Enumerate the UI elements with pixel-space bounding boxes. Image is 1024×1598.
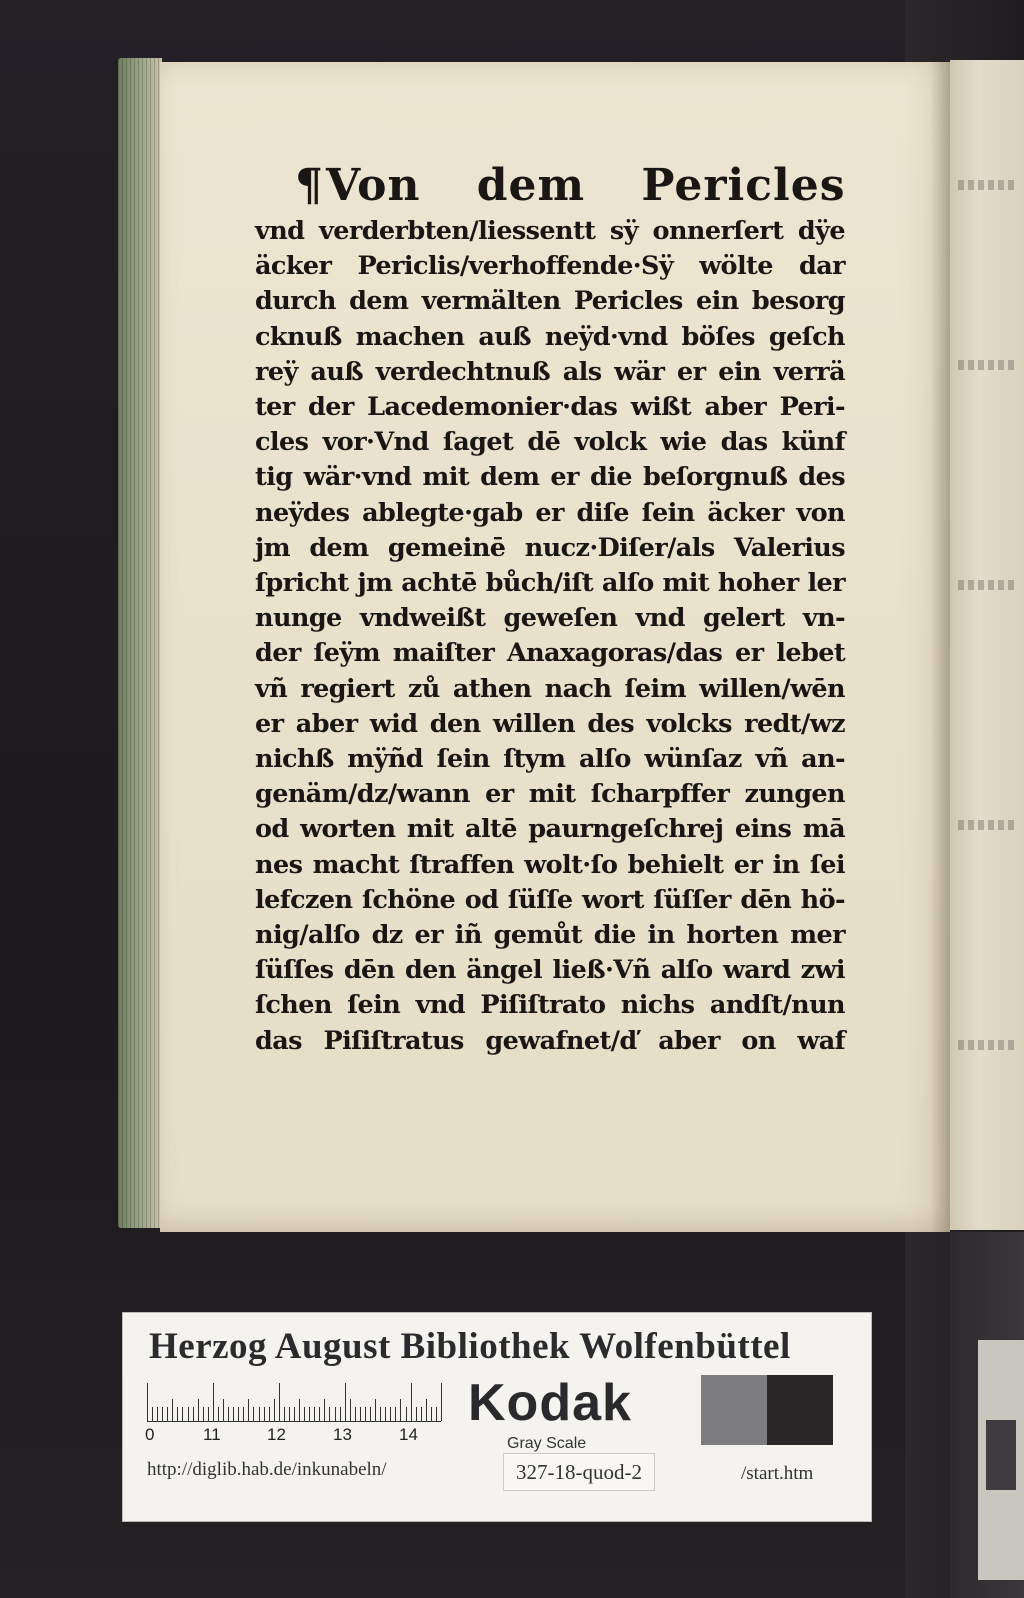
gray-patch-mid	[701, 1375, 767, 1445]
text-line: cles vor·Vnd ſaget dē volck wie das künf	[255, 427, 845, 458]
heading-word-von: Von	[326, 160, 421, 211]
ruler-tick	[360, 1407, 361, 1421]
ruler-tick	[213, 1383, 214, 1421]
ruler-tick	[340, 1407, 341, 1421]
ruler-tick	[198, 1399, 199, 1421]
text-line: cknuß machen auß neÿd·vnd böſes geſch	[255, 321, 845, 352]
ruler-tick	[238, 1407, 239, 1421]
text-line: ter der Lacedemonier·das wißt aber Peri-	[255, 392, 845, 423]
ruler-tick	[350, 1399, 351, 1421]
ruler-label: 11	[203, 1425, 221, 1444]
ruler-tick	[243, 1407, 244, 1421]
ruler-tick	[441, 1383, 442, 1421]
text-line: ſpricht jm achtē bůch/iſt alſo mit hoher ler	[255, 568, 845, 599]
ruler-tick	[264, 1407, 265, 1421]
text-line: ſchen ſein vnd Piſiſtrato nichs andſt/nun	[255, 990, 845, 1021]
text-line: durch dem vermälten Pericles ein besorg	[255, 286, 845, 317]
ruler-tick	[218, 1407, 219, 1421]
text-line: nunge vndweißt geweſen vnd gelert vn-	[255, 603, 845, 634]
text-line: vnd verderbten/liessentt sÿ onnerſert dÿe	[255, 216, 845, 246]
ruler-tick	[436, 1407, 437, 1421]
ruler-tick	[400, 1399, 401, 1421]
ruler-tick	[395, 1407, 396, 1421]
heading-word-pericles: Pericles	[641, 160, 846, 211]
ruler-tick	[157, 1407, 158, 1421]
kodak-logo: Kodak	[468, 1374, 632, 1432]
ruler-tick	[284, 1407, 285, 1421]
ruler-tick	[182, 1407, 183, 1421]
page-gutter-shadow	[930, 62, 950, 1232]
ruler-tick	[223, 1399, 224, 1421]
ruler-tick	[274, 1399, 275, 1421]
page-text	[255, 162, 845, 1059]
ruler-tick	[162, 1407, 163, 1421]
ruler-tick	[147, 1383, 148, 1421]
ruler-tick	[375, 1399, 376, 1421]
page-stack-edge	[118, 58, 162, 1228]
text-line: lefczen ſchöne od ſüſſe wort ſüſſer dēn hö-	[255, 884, 845, 915]
text-line: reÿ auß verdechtnuß als wär er ein verrä	[255, 356, 845, 387]
ruler-tick	[253, 1407, 254, 1421]
calibration-card	[122, 1312, 872, 1522]
ruler-tick	[294, 1407, 295, 1421]
ruler-tick	[355, 1407, 356, 1421]
text-line: ſüſſes dēn den ängel ließ·Vñ alſo ward zwi	[255, 955, 845, 986]
text-line: er aber wid den willen des volcks redt/wz	[255, 708, 845, 739]
pilcrow-mark: ¶	[295, 160, 324, 211]
ruler-tick	[314, 1407, 315, 1421]
ruler-tick	[406, 1407, 407, 1421]
library-title: Herzog August Bibliothek Wolfenbüttel	[149, 1326, 791, 1367]
facing-calibration-card	[978, 1340, 1024, 1580]
ruler-scale	[147, 1383, 441, 1422]
ruler-tick	[431, 1407, 432, 1421]
facing-page	[950, 60, 1024, 1230]
gray-scale-label: Gray Scale	[507, 1435, 587, 1452]
ruler-tick	[203, 1407, 204, 1421]
ruler-tick	[335, 1407, 336, 1421]
ruler-tick	[172, 1399, 173, 1421]
ruler-tick	[345, 1383, 346, 1421]
text-line: nes macht ſtraffen wolt·ſo behielt er in ſei	[255, 849, 845, 880]
ruler-tick	[370, 1407, 371, 1421]
ruler-tick	[167, 1407, 168, 1421]
url-suffix: /start.htm	[741, 1463, 814, 1484]
text-line: jm dem gemeinē nucz·Diſer/als Valerius	[255, 532, 845, 563]
text-line: vñ regiert zů athen nach ſeim willen/wēn	[255, 673, 845, 704]
ruler-tick	[319, 1407, 320, 1421]
heading-word-dem: dem	[476, 160, 586, 211]
ruler-tick	[411, 1383, 412, 1421]
text-line: nig/alſo dz er iñ gemůt die in horten mer	[255, 920, 845, 951]
ruler-tick	[269, 1407, 270, 1421]
ruler-tick	[416, 1407, 417, 1421]
ruler-tick	[208, 1407, 209, 1421]
book-page	[160, 62, 950, 1232]
ruler-tick	[188, 1407, 189, 1421]
digital-library-url[interactable]: http://diglib.hab.de/inkunabeln/	[147, 1459, 387, 1480]
ruler-tick	[309, 1407, 310, 1421]
ruler	[145, 1383, 441, 1444]
shelfmark-label: 327-18-quod-2	[503, 1453, 655, 1491]
ruler-tick	[177, 1407, 178, 1421]
ruler-tick	[380, 1407, 381, 1421]
ruler-label: 13	[333, 1425, 352, 1444]
text-line: genäm/dz/wann er mit ſcharpffer zungen	[255, 779, 845, 810]
text-line: tig wär·vnd mit dem er die beſorgnuß des	[255, 462, 845, 493]
ruler-tick	[421, 1407, 422, 1421]
ruler-tick	[228, 1407, 229, 1421]
ruler-tick	[426, 1399, 427, 1421]
ruler-tick	[304, 1407, 305, 1421]
ruler-tick	[299, 1399, 300, 1421]
ruler-tick	[329, 1407, 330, 1421]
text-line: od worten mit altē paurngeſchrej eins mā	[255, 814, 845, 845]
ruler-tick	[385, 1407, 386, 1421]
ruler-tick	[259, 1407, 260, 1421]
ruler-label: 0	[145, 1425, 155, 1444]
ruler-labels	[147, 1425, 441, 1445]
text-line: äcker Periclis/verhoffende·Sÿ wölte dar	[255, 251, 845, 282]
ruler-tick	[390, 1407, 391, 1421]
ruler-tick	[324, 1399, 325, 1421]
ruler-tick	[193, 1407, 194, 1421]
gray-patch-dark	[767, 1375, 833, 1445]
ruler-tick	[233, 1407, 234, 1421]
ruler-tick	[365, 1407, 366, 1421]
ruler-tick	[279, 1383, 280, 1421]
text-line: der ſeÿm maiſter Anaxagoras/das er lebet	[255, 638, 845, 669]
ruler-tick	[152, 1407, 153, 1421]
text-line: nichß mÿñd ſein ſtym alſo wünſaz vñ an-	[255, 744, 845, 775]
text-line: neÿdes ablegte·gab er diſe ſein äcker von	[255, 497, 845, 528]
ruler-tick	[248, 1399, 249, 1421]
text-line: das Piſiſtratus gewafnet/ď aber on waf	[255, 1025, 845, 1056]
ruler-tick	[289, 1407, 290, 1421]
ruler-label: 14	[399, 1425, 418, 1444]
ruler-label: 12	[267, 1425, 286, 1444]
page-heading	[295, 162, 845, 210]
